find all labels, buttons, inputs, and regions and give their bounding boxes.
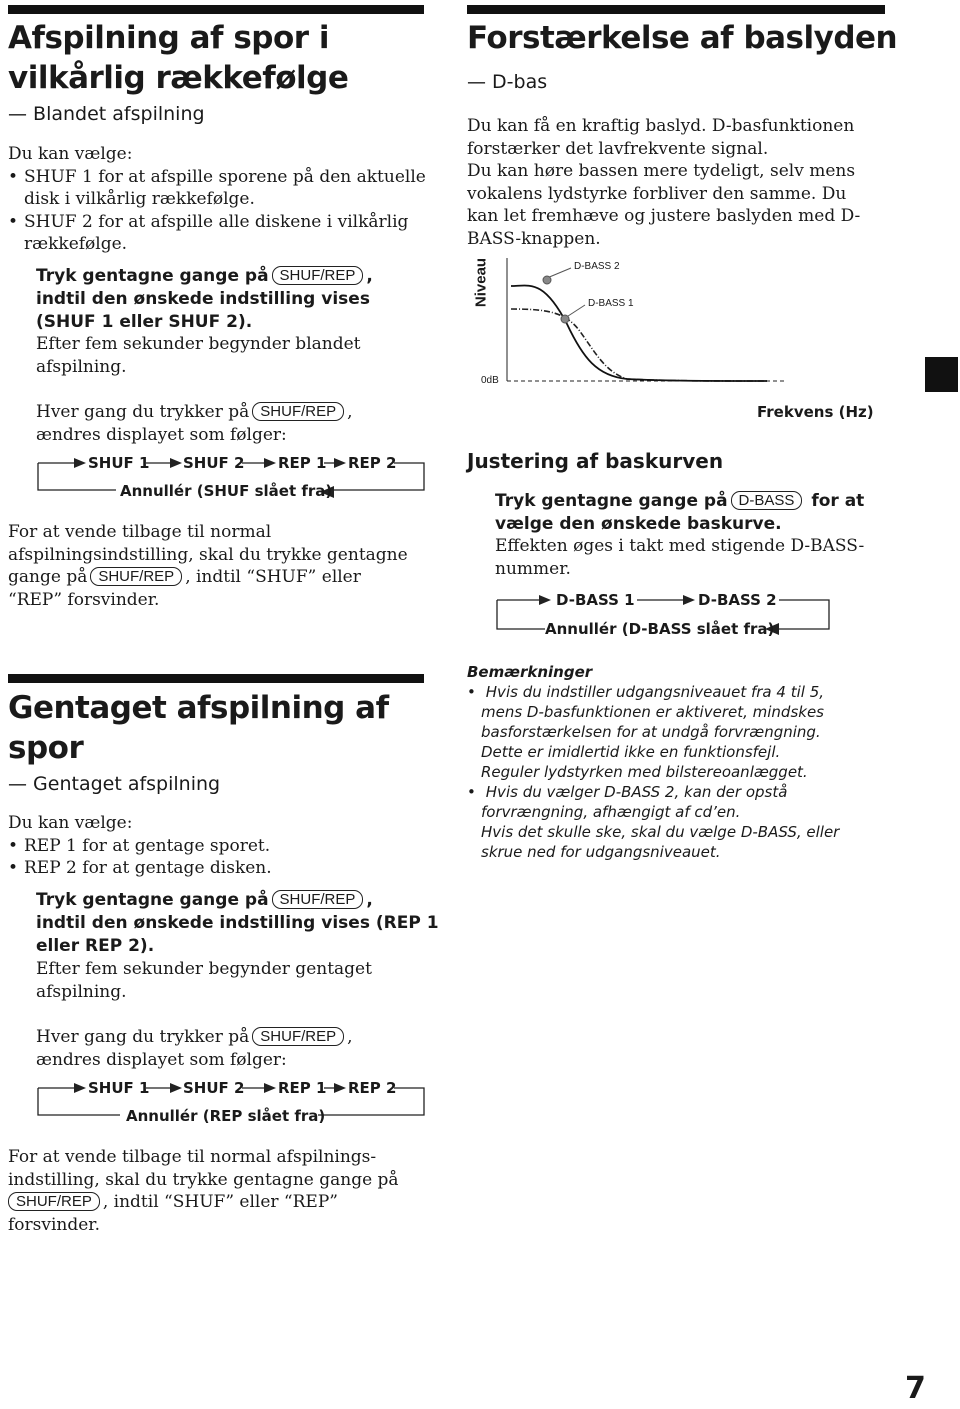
bass-curve-graph [467,250,887,425]
curve-dbass-1 [511,309,767,381]
each-press-repeat: Hver gang du trykker på SHUF/REP , ændres displayet som følger: [36,1027,353,1070]
section-subtitle-dbass: — D-bas [467,71,548,93]
cycle-step: SHUF 2 [183,454,245,472]
list-item: • SHUF 1 for at afspille sporene på den aktuelle disk i vilkårlig rækkefølge. [8,166,428,211]
intro-random: Du kan vælge: • SHUF 1 for at afspille sporene på den aktuelle disk i vilkårlig rækkefølge. • SHUF 2 for at afspille alle diskene i vilkårlig rækkefølge. [8,143,428,256]
list-item: • SHUF 2 for at afspille alle diskene i vilkårlig rækkefølge. [8,211,428,256]
instruction-repeat: Tryk gentagne gange på SHUF/REP , indtil den ønskede indstilling vises (REP 1 eller REP 2). [36,890,439,956]
shuf-rep-key: SHUF/REP [272,890,364,909]
list-item: • REP 2 for at gentage disken. [8,857,428,880]
after-text-random: Efter fem sekunder begynder blandet afspilning. [36,334,361,377]
curve-label-dbass-2: D-BASS 2 [574,261,620,272]
bass-curve-svg [467,250,887,425]
shuf-rep-key: SHUF/REP [252,402,344,421]
instruction-dbass: Tryk gentagne gange på D-BASS for at vælge den ønskede baskurve. [495,491,865,534]
zero-db-label: 0dB [481,375,499,386]
cycle-step: REP 1 [278,1079,327,1097]
display-cycle-diagram-dbass [467,585,867,640]
cycle-step: D-BASS 1 [556,591,635,609]
d-bass-key: D-BASS [731,491,803,510]
notes-title: Bemærkninger [467,663,593,681]
section-rule-dbass [467,5,885,14]
notes-block [467,662,897,862]
intro-repeat: Du kan vælge: • REP 1 for at gentage sporet. • REP 2 for at gentage disken. [8,812,428,880]
return-text-repeat: For at vende tilbage til normal afspilnings- indstilling, skal du trykke gentagne gange på SHUF/REP , indtil “SHUF” eller “REP” forsvinder. [8,1147,399,1235]
section-subtitle-random: — Blandet afspilning [8,103,205,125]
each-press-random: Hver gang du trykker på SHUF/REP , ændres displayet som følger: [36,402,353,445]
y-axis-label: Niveau [472,257,490,308]
page-number: 7 [905,1371,926,1406]
section-title-random: Afspilning af spor i vilkårlig rækkefølge [8,20,349,96]
cycle-cancel: Annullér (SHUF slået fra) [120,482,333,500]
display-cycle-diagram-repeat [0,1073,440,1125]
cycle-step: REP 2 [348,1079,397,1097]
shuf-rep-key: SHUF/REP [8,1192,100,1211]
list-item: • REP 1 for at gentage sporet. [8,835,428,858]
cycle-step: D-BASS 2 [698,591,777,609]
return-text-random: For at vende tilbage til normal afspilningsindstilling, skal du trykke gentagne gange på SHUF/REP , indtil “SHUF” eller “REP” forsvinder. [8,522,408,610]
cycle-step: SHUF 2 [183,1079,245,1097]
cycle-step: SHUF 1 [88,454,150,472]
cycle-step: REP 2 [348,454,397,472]
list-item: • Hvis du vælger D-BASS 2, kan der opstå forvrængning, afhængigt af cd’en. Hvis det skulle ske, skal du vælge D-BASS, eller skrue ned for udgangsniveauet. [467,782,897,862]
section-rule-repeat [8,674,424,683]
intro-dbass: Du kan få en kraftig baslyd. D-basfunktionen forstærker det lavfrekvente signal. Du kan høre bassen mere tydeligt, selv mens vokalens lydstyrke forbliver den samme. Du kan let fremhæve og justere baslyden med D- BASS-knappen. [467,116,861,249]
curve-dbass-2 [511,285,767,381]
adjust-title: Justering af baskurven [467,449,724,473]
after-text-repeat: Efter fem sekunder begynder gentaget afspilning. [36,959,372,1002]
cycle-step: REP 1 [278,454,327,472]
section-tab-marker [925,357,958,392]
curve-label-dbass-1: D-BASS 1 [588,298,634,309]
section-subtitle-repeat: — Gentaget afspilning [8,773,221,795]
section-rule-random [8,5,424,14]
section-title-repeat: Gentaget afspilning af spor [8,690,389,766]
effect-text: Effekten øges i takt med stigende D-BASS- nummer. [495,536,865,579]
shuf-rep-key: SHUF/REP [90,567,182,586]
list-item: • Hvis du indstiller udgangsniveauet fra 4 til 5, mens D-basfunktionen er aktiveret, mindskes basforstærkelsen for at undgå forvrængning. Dette er imidlertid ikke en funktionsfejl. Reguler lydstyrken med bilstereoanlægget. [467,682,897,782]
cycle-cancel: Annullér (D-BASS slået fra) [545,620,775,638]
cycle-step: SHUF 1 [88,1079,150,1097]
x-axis-label: Frekvens (Hz) [757,403,874,421]
shuf-rep-key: SHUF/REP [272,266,364,285]
section-title-dbass: Forstærkelse af baslyden [467,20,898,56]
display-cycle-diagram-random [0,448,440,500]
shuf-rep-key: SHUF/REP [252,1027,344,1046]
instruction-random: Tryk gentagne gange på SHUF/REP , indtil den ønskede indstilling vises (SHUF 1 eller SHUF 2). [36,266,373,332]
cycle-cancel: Annullér (REP slået fra) [126,1107,326,1125]
